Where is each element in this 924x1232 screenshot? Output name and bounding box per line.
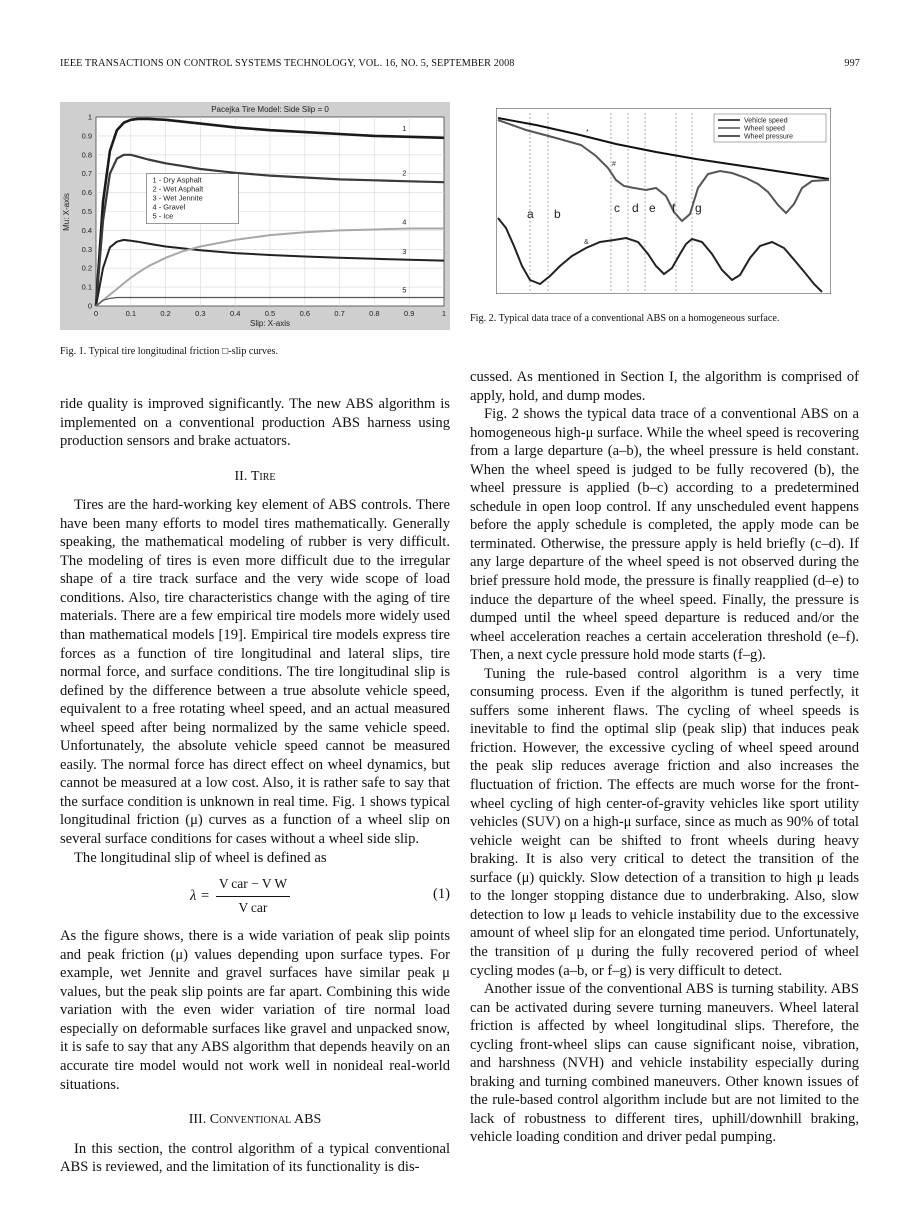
equation-fraction bbox=[216, 875, 290, 917]
y-tick-label: 0.6 bbox=[81, 188, 92, 198]
chart-legend bbox=[146, 174, 238, 224]
section-title: Tire bbox=[250, 468, 276, 484]
legend-entry: 1 - Dry Asphalt bbox=[152, 175, 202, 185]
marker-b: b bbox=[554, 207, 561, 221]
y-tick-label: 1 bbox=[87, 112, 92, 122]
legend-wheel-speed: Wheel speed bbox=[744, 125, 785, 133]
trace-mark-wheel: # bbox=[612, 161, 616, 168]
legend-entry: 2 - Wet Asphalt bbox=[152, 184, 204, 194]
equation-1 bbox=[60, 873, 450, 919]
paragraph: cussed. As mentioned in Section I, the algorithm is comprised of apply, hold, and dump modes. bbox=[470, 369, 859, 404]
x-axis-label: Slip: X-axis bbox=[249, 319, 291, 328]
x-tick-label: 0.2 bbox=[160, 309, 171, 318]
x-tick-label: 0.5 bbox=[264, 309, 276, 318]
figure-2 bbox=[496, 108, 831, 294]
series-end-label: 2 bbox=[402, 168, 407, 178]
legend-entry: 5 - Ice bbox=[152, 211, 174, 221]
section-heading-tire bbox=[60, 468, 450, 487]
paragraph: In this section, the control algorithm of a typical conventional ABS is reviewed, and the limitation of its functionality is dis- bbox=[60, 1140, 450, 1176]
trace-mark-pressure: & bbox=[584, 239, 589, 246]
figure-2-caption: Fig. 2. Typical data trace of a conventional ABS on a homogeneous surface. bbox=[470, 313, 780, 324]
series-end-label: 4 bbox=[402, 217, 407, 227]
section-number: III. bbox=[188, 1112, 207, 1128]
tire-friction-chart bbox=[60, 102, 450, 330]
legend-entry: 4 - Gravel bbox=[152, 202, 186, 212]
equation-lhs: λ = bbox=[190, 887, 210, 904]
equation-number: (1) bbox=[432, 886, 450, 903]
paragraph: Tires are the hard-working key element of ABS controls. There have been many efforts to model tires mathematically. Generally speaking, the mathematical modeling of rubber is very difficult. The modeling of tires is even more difficult due to the irregular shape of a tire track surface and the very wide scope of load conditions. Also, tire characteristics change with the aging of tire materials. There are a few empirical tire models more widely used than mathematical models [19]. Empirical tire models express tire forces as a function of tire longitudinal and lateral slips, tire normal force, and surface conditions. The tire longitudinal slip is defined by the difference between a true absolute vehicle speed, equivalent to a free rotating wheel speed, and an actual measured wheel speed after being normalized by the same vehicle speed. Unfortunately, the absolute vehicle speed cannot be measured easily. The normal force has direct effect on wheel dynamics, but cannot be measured at a low cost. Also, it is rather safe to say that the surface condition is unknown in real time. Fig. 1 shows typical longitudinal friction (μ) curves as a function of a wheel slip on several surface conditions for cases without a wheel side slip. bbox=[60, 497, 450, 848]
page-number: 997 bbox=[844, 58, 860, 69]
x-tick-label: 1 bbox=[441, 309, 447, 318]
legend-wheel-pressure: Wheel pressure bbox=[744, 133, 794, 141]
section-title: Conventional ABS bbox=[209, 1112, 322, 1128]
paragraph: Fig. 2 shows the typical data trace of a conventional ABS on a homogeneous high-μ surface. While the wheel speed is recovering from a large departure (a–b), the wheel pressure is held constant. When the wheel speed is judged to be fully recovered (b), the wheel pressure is applied (b–c) according to a predetermined schedule in open loop control. If any unscheduled event happens before the apply schedule is completed, the apply mode can be terminated. Otherwise, the pressure apply is held briefly (c–d). If any large departure of the wheel speed is not observed during the brief pressure hold mode, the pressure is finally reapplied (d–e) to induce the departure of the wheel speed. Finally, the pressure is dumped until the wheel speed departure is reduced and/or the wheel acceleration reaches a certain acceleration threshold (e–f). Then, a next cycle pressure hold mode starts (f–g). bbox=[470, 406, 859, 664]
x-tick-label: 0.7 bbox=[334, 309, 345, 318]
legend-vehicle-speed: Vehicle speed bbox=[744, 117, 788, 125]
equation-body bbox=[190, 875, 290, 917]
paragraph: As the figure shows, there is a wide variation of peak slip points and peak friction (μ) values depending upon surface types. For example, wet Jennite and gravel surfaces have similar peak μ values, but the peak slip points are far apart. Combining this wide variation with the even wider variation of tire normal load especially on deformable surfaces like gravel and unpacked snow, it is safe to say that any ABS algorithm that depends heavily on an accurate tire model would not work well in nonideal real-world situations. bbox=[60, 928, 450, 1093]
trace-mark-vehicle: * bbox=[586, 129, 589, 136]
chart-title: Pacejka Tire Model: Side Slip = 0 bbox=[211, 105, 329, 114]
x-tick-label: 0.3 bbox=[195, 309, 206, 318]
trace-legend bbox=[714, 114, 826, 142]
y-tick-label: 0.8 bbox=[81, 150, 92, 160]
y-axis-label: Mu: X-axis bbox=[62, 193, 71, 231]
series-end-label: 1 bbox=[402, 123, 407, 133]
paragraph: ride quality is improved significantly. The new ABS algorithm is implemented on a conventional production ABS harness using production sensors and brake actuators. bbox=[60, 396, 450, 450]
paragraph: The longitudinal slip of wheel is defined as bbox=[74, 849, 327, 866]
series-end-label: 3 bbox=[402, 246, 407, 256]
x-tick-label: 0.4 bbox=[229, 309, 241, 318]
y-tick-label: 0.1 bbox=[81, 282, 92, 292]
y-tick-label: 0.2 bbox=[81, 263, 92, 273]
x-tick-label: 0.8 bbox=[369, 309, 380, 318]
marker-e: e bbox=[649, 201, 656, 215]
left-column bbox=[60, 395, 450, 1177]
marker-d: d bbox=[632, 201, 639, 215]
section-heading-conventional-abs bbox=[60, 1111, 450, 1130]
paragraph: Another issue of the conventional ABS is turning stability. ABS can be activated during severe turning maneuvers. Wheel lateral friction is affected by wheel longitudinal slips. Therefore, the cycling front-wheel slips can cause significant noise, vibration, and harshness (NVH) and vehicle instability especially during braking and turning combined maneuvers. Other known issues of the rule-based control algorithm include but are not limited to the lack of robustness to different tires, uphill/downhill braking, vehicle loading condition and driver pedal pumping. bbox=[470, 981, 859, 1146]
equation-numerator: V car − V W bbox=[216, 875, 290, 897]
y-tick-label: 0 bbox=[87, 301, 92, 311]
y-tick-label: 0.7 bbox=[81, 169, 92, 179]
legend-entry: 3 - Wet Jennite bbox=[152, 193, 203, 203]
x-tick-label: 0 bbox=[93, 309, 99, 318]
marker-a: a bbox=[527, 207, 534, 221]
y-tick-label: 0.3 bbox=[81, 244, 92, 254]
marker-f: f bbox=[672, 201, 676, 215]
series-end-label: 5 bbox=[402, 285, 407, 295]
x-tick-label: 0.1 bbox=[125, 309, 137, 318]
marker-g: g bbox=[695, 201, 702, 215]
x-tick-label: 0.6 bbox=[299, 309, 311, 318]
equation-denominator: V car bbox=[238, 899, 268, 915]
right-column bbox=[470, 368, 859, 1147]
y-tick-label: 0.9 bbox=[81, 131, 92, 141]
figure-1 bbox=[60, 102, 450, 330]
x-tick-label: 0.9 bbox=[403, 309, 415, 318]
figure-1-caption: Fig. 1. Typical tire longitudinal friction □-slip curves. bbox=[60, 346, 279, 357]
y-tick-label: 0.4 bbox=[81, 225, 92, 235]
marker-c: c bbox=[614, 201, 620, 215]
paragraph: Tuning the rule-based control algorithm is a very time consuming process. Even if the algorithm is tuned perfectly, it suffers some inherent flaws. The cycling of wheel speeds is inevitable to find the optimal slip (peak slip) that induces peak friction. However, the excessive cycling of wheel speed around the peak slip reduces average friction and also increases the fluctuation of friction. The effects are much worse for the front-wheel cycling of high center-of-gravity vehicles like sport utility vehicles (SUV) on a high-μ surface, since as much as 90% of total vehicle weight can be shifted to front wheels during heavy braking. It is also very critical to detect the transition of the surface (μ) quickly. Slow detection of a transition to high μ leads to the longer stopping distance due to underbraking. Also, slow detection to low μ leads to vehicle instability due to the excessive amount of wheel slip for an elongated time period. Unfortunately, the transition of μ during the fully recovered period of wheel cycling modes (a–b, or f–g) is very difficult to detect. bbox=[470, 665, 859, 979]
y-tick-label: 0.5 bbox=[81, 207, 92, 216]
journal-title: IEEE TRANSACTIONS ON CONTROL SYSTEMS TECHNOLOGY, VOL. 16, NO. 5, SEPTEMBER 2008 bbox=[60, 58, 515, 69]
section-number: II. bbox=[234, 468, 248, 484]
abs-data-trace bbox=[496, 108, 831, 294]
